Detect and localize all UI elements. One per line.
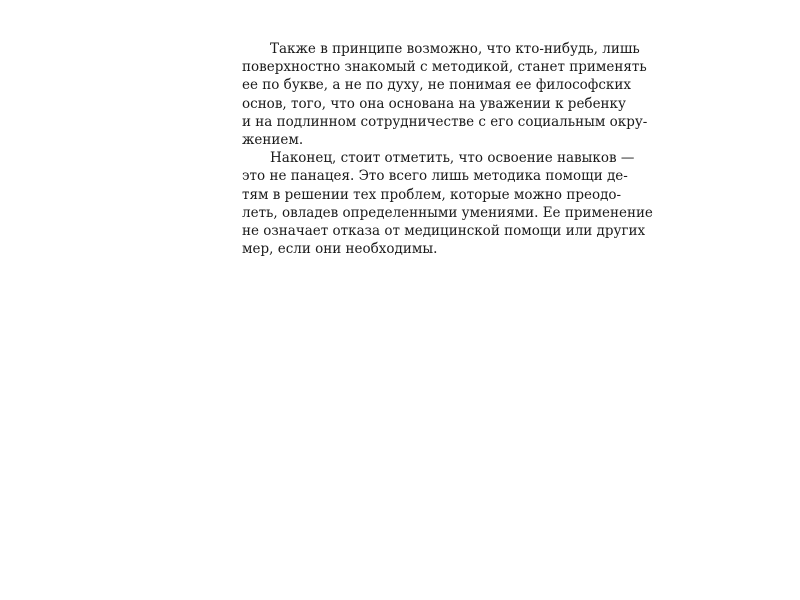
- text-line: поверхностно знакомый с методикой, станет применять: [242, 59, 647, 76]
- paragraph-2: [242, 149, 653, 258]
- text-line: ее по букве, а не по духу, не понимая ее философских: [242, 77, 631, 94]
- text-line: тям в решении тех проблем, которые можно преодо-: [242, 186, 622, 203]
- text-line: Также в принципе возможно, что кто-нибудь, лишь: [270, 41, 640, 57]
- text-line: леть, овладев определенными умениями. Ее применение: [242, 204, 653, 221]
- text-line: и на подлинном сотрудничестве с его социальным окру-: [242, 113, 648, 130]
- text-line: не означает отказа от медицинской помощи или других: [242, 223, 646, 240]
- text-line: мер, если они необходимы.: [242, 241, 438, 258]
- body-text: [242, 40, 653, 258]
- paragraph-1: [242, 40, 648, 149]
- text-line: жением.: [242, 132, 304, 149]
- text-line: основ, того, что она основана на уважении к ребенку: [242, 95, 626, 112]
- text-line: это не панацея. Это всего лишь методика помощи де-: [242, 168, 628, 185]
- text-line: Наконец, стоит отметить, что освоение навыков —: [270, 150, 635, 167]
